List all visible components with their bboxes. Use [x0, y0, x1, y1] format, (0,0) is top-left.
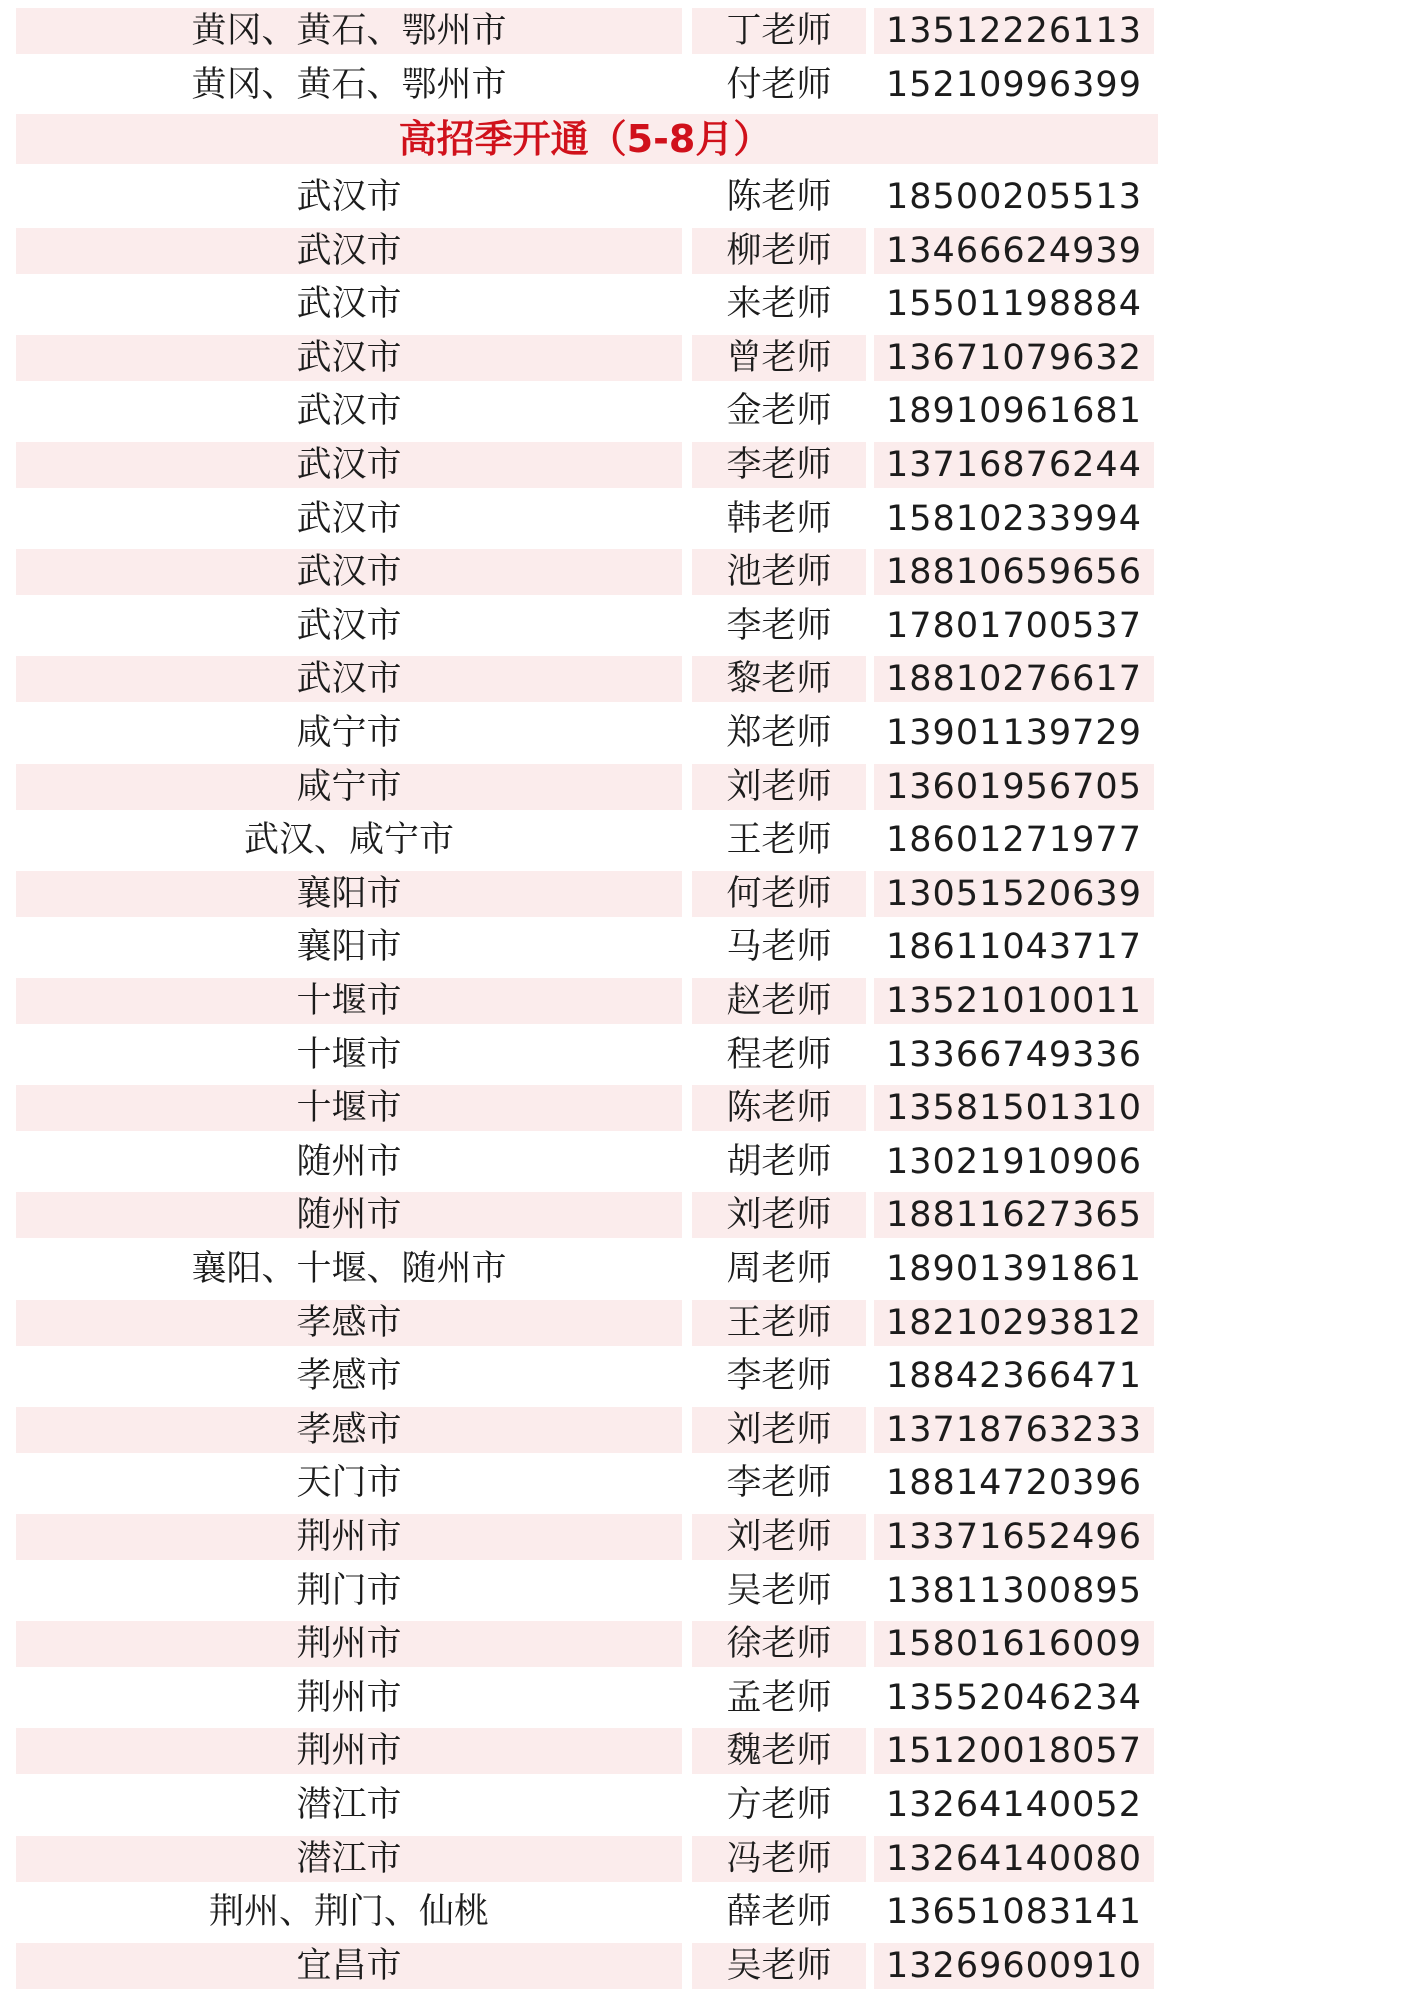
region-cell: 武汉市 — [16, 549, 682, 595]
table-row — [0, 1353, 1414, 1399]
teacher-cell: 黎老师 — [692, 656, 866, 702]
phone-cell: 18901391861 — [886, 1249, 1142, 1289]
region-cell: 十堰市 — [296, 1034, 402, 1075]
table-row — [0, 1032, 1414, 1078]
table-row — [0, 8, 1414, 54]
teacher-cell: 薛老师 — [726, 1892, 832, 1933]
phone-cell: 13521010011 — [874, 978, 1154, 1024]
region-cell: 咸宁市 — [16, 764, 682, 810]
teacher-cell: 何老师 — [692, 871, 866, 917]
teacher-cell: 孟老师 — [726, 1677, 832, 1718]
teacher-cell: 刘老师 — [692, 1514, 866, 1560]
table-row — [0, 1085, 1414, 1131]
phone-cell: 13671079632 — [874, 335, 1154, 381]
region-cell: 宜昌市 — [16, 1943, 682, 1989]
table-row — [0, 817, 1414, 863]
table-row — [0, 1460, 1414, 1506]
teacher-cell: 付老师 — [726, 64, 832, 105]
teacher-cell: 刘老师 — [692, 764, 866, 810]
table-row — [0, 228, 1414, 274]
phone-cell: 18611043717 — [886, 927, 1142, 968]
teacher-cell: 李老师 — [726, 1463, 832, 1504]
table-row — [0, 1943, 1414, 1989]
phone-cell: 18500205513 — [886, 177, 1142, 217]
table-row — [0, 1621, 1414, 1667]
table-row — [0, 1836, 1414, 1882]
table-row — [0, 656, 1414, 702]
region-cell: 十堰市 — [16, 978, 682, 1024]
table-row — [0, 1246, 1414, 1292]
phone-cell: 13581501310 — [874, 1085, 1154, 1131]
phone-cell: 18601271977 — [886, 820, 1142, 861]
region-cell: 黄冈、黄石、鄂州市 — [191, 64, 507, 105]
teacher-cell: 池老师 — [692, 549, 866, 595]
region-cell: 荆州市 — [296, 1677, 402, 1718]
teacher-cell: 丁老师 — [692, 8, 866, 54]
region-cell: 襄阳市 — [296, 927, 402, 968]
region-cell: 武汉市 — [16, 442, 682, 488]
phone-cell: 13269600910 — [874, 1943, 1154, 1989]
table-row — [0, 603, 1414, 649]
region-cell: 孝感市 — [16, 1407, 682, 1453]
region-cell: 黄冈、黄石、鄂州市 — [16, 8, 682, 54]
region-cell: 孝感市 — [16, 1300, 682, 1346]
section-title: 高招季开通（5-8月） — [398, 117, 772, 161]
region-cell: 荆州市 — [16, 1621, 682, 1667]
teacher-cell: 李老师 — [726, 1356, 832, 1397]
phone-cell: 18810276617 — [874, 656, 1154, 702]
phone-cell: 13651083141 — [886, 1892, 1142, 1933]
phone-cell: 15801616009 — [874, 1621, 1154, 1667]
region-cell: 武汉市 — [296, 391, 402, 432]
phone-cell: 15210996399 — [886, 64, 1142, 105]
phone-cell: 18814720396 — [886, 1463, 1142, 1504]
region-cell: 孝感市 — [296, 1356, 402, 1397]
phone-cell: 13264140052 — [886, 1785, 1142, 1825]
table-row — [0, 1407, 1414, 1453]
region-cell: 武汉市 — [296, 177, 402, 217]
region-cell: 武汉市 — [296, 284, 402, 325]
phone-cell: 13466624939 — [874, 228, 1154, 274]
region-cell: 武汉市 — [16, 335, 682, 381]
region-cell: 武汉市 — [296, 605, 402, 646]
phone-cell: 13371652496 — [874, 1514, 1154, 1560]
teacher-cell: 胡老师 — [726, 1141, 832, 1182]
table-row — [0, 1782, 1414, 1828]
table-row — [0, 549, 1414, 595]
phone-cell: 13718763233 — [874, 1407, 1154, 1453]
table-row — [0, 871, 1414, 917]
table-row — [0, 1568, 1414, 1614]
region-cell: 荆门市 — [296, 1570, 402, 1611]
region-cell: 武汉市 — [16, 656, 682, 702]
phone-cell: 18811627365 — [874, 1192, 1154, 1238]
region-cell: 武汉市 — [16, 228, 682, 274]
teacher-cell: 吴老师 — [726, 1570, 832, 1611]
teacher-cell: 刘老师 — [692, 1407, 866, 1453]
teacher-cell: 郑老师 — [726, 713, 832, 753]
region-cell: 天门市 — [296, 1463, 402, 1504]
teacher-cell: 来老师 — [726, 284, 832, 325]
teacher-cell: 方老师 — [726, 1785, 832, 1825]
table-row — [0, 764, 1414, 810]
teacher-cell: 赵老师 — [692, 978, 866, 1024]
region-cell: 咸宁市 — [296, 713, 402, 753]
region-cell: 荆州市 — [16, 1514, 682, 1560]
phone-cell: 18910961681 — [886, 391, 1142, 432]
teacher-cell: 吴老师 — [692, 1943, 866, 1989]
phone-cell: 13051520639 — [874, 871, 1154, 917]
phone-cell: 13601956705 — [874, 764, 1154, 810]
phone-cell: 13552046234 — [886, 1677, 1142, 1718]
region-cell: 武汉、咸宁市 — [243, 820, 454, 861]
table-row — [0, 62, 1414, 108]
phone-cell: 13716876244 — [874, 442, 1154, 488]
table-row — [0, 1889, 1414, 1935]
phone-cell: 15120018057 — [874, 1728, 1154, 1774]
table-row — [0, 1300, 1414, 1346]
teacher-cell: 刘老师 — [692, 1192, 866, 1238]
teacher-cell: 王老师 — [692, 1300, 866, 1346]
phone-cell: 18842366471 — [886, 1356, 1142, 1397]
teacher-cell: 马老师 — [726, 927, 832, 968]
table-row — [0, 1728, 1414, 1774]
table-row — [0, 1675, 1414, 1721]
table-row — [0, 335, 1414, 381]
teacher-cell: 程老师 — [726, 1034, 832, 1075]
teacher-cell: 李老师 — [692, 442, 866, 488]
phone-cell: 18210293812 — [874, 1300, 1154, 1346]
region-cell: 十堰市 — [16, 1085, 682, 1131]
phone-cell: 15501198884 — [886, 284, 1142, 325]
teacher-cell: 曾老师 — [692, 335, 866, 381]
table-row — [0, 924, 1414, 970]
teacher-cell: 王老师 — [726, 820, 832, 861]
table-row — [0, 1192, 1414, 1238]
table-row — [0, 442, 1414, 488]
region-cell: 武汉市 — [296, 498, 402, 539]
teacher-cell: 柳老师 — [692, 228, 866, 274]
table-row — [0, 710, 1414, 756]
teacher-cell: 冯老师 — [692, 1836, 866, 1882]
region-cell: 随州市 — [296, 1141, 402, 1182]
region-cell: 襄阳市 — [16, 871, 682, 917]
region-cell: 随州市 — [16, 1192, 682, 1238]
phone-cell: 13811300895 — [886, 1570, 1142, 1611]
phone-cell: 18810659656 — [874, 549, 1154, 595]
phone-cell: 15810233994 — [886, 498, 1142, 539]
phone-cell: 17801700537 — [886, 605, 1142, 646]
table-row — [0, 174, 1414, 220]
section-header — [16, 114, 1158, 164]
region-cell: 荆州市 — [16, 1728, 682, 1774]
phone-cell: 13512226113 — [874, 8, 1154, 54]
phone-cell: 13021910906 — [886, 1141, 1142, 1182]
table-row — [0, 496, 1414, 542]
table-row — [0, 281, 1414, 327]
table-row — [0, 1514, 1414, 1560]
phone-cell: 13901139729 — [886, 713, 1142, 753]
region-cell: 潜江市 — [296, 1785, 402, 1825]
table-row — [0, 388, 1414, 434]
teacher-cell: 陈老师 — [692, 1085, 866, 1131]
phone-cell: 13264140080 — [874, 1836, 1154, 1882]
region-cell: 襄阳、十堰、随州市 — [191, 1249, 507, 1289]
region-cell: 荆州、荆门、仙桃 — [208, 1892, 489, 1933]
teacher-cell: 徐老师 — [692, 1621, 866, 1667]
table-row — [0, 1139, 1414, 1185]
region-cell: 潜江市 — [16, 1836, 682, 1882]
teacher-cell: 金老师 — [726, 391, 832, 432]
phone-cell: 13366749336 — [886, 1034, 1142, 1075]
teacher-cell: 李老师 — [726, 605, 832, 646]
teacher-cell: 魏老师 — [692, 1728, 866, 1774]
teacher-cell: 周老师 — [726, 1249, 832, 1289]
table-row — [0, 978, 1414, 1024]
teacher-cell: 韩老师 — [726, 498, 832, 539]
teacher-cell: 陈老师 — [726, 177, 832, 217]
